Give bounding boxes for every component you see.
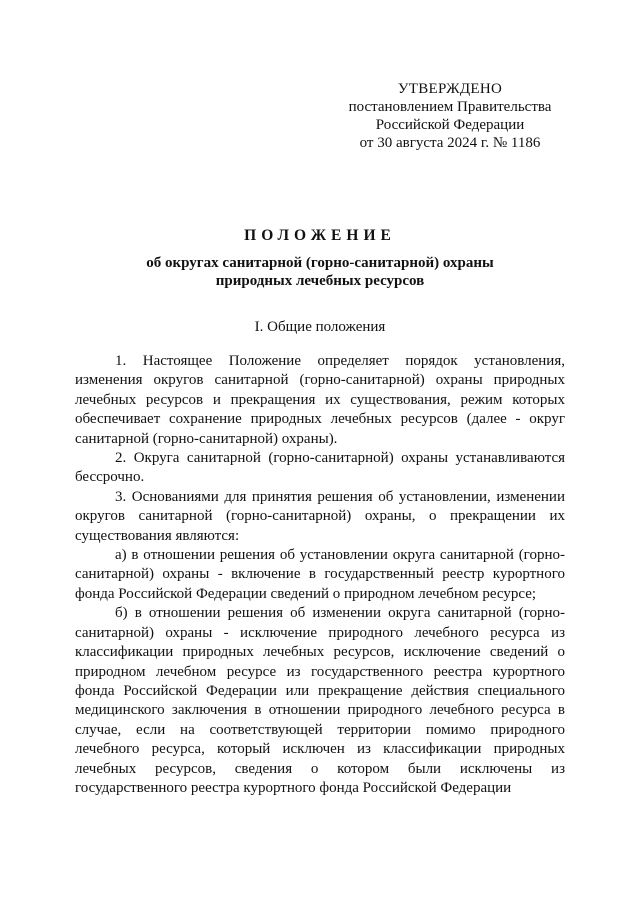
paragraph: а) в отношении решения об установлении округа санитарной (горно-санитарной) охраны - включение в государственный реестр курортного фонда Российской Федерации сведений о природном лечебном ресурсе; — [75, 547, 565, 602]
subtitle-line: об округах санитарной (горно-санитарной) охраны — [146, 255, 494, 271]
paragraph: 1. Настоящее Положение определяет порядок установления, изменения округов санитарной (горно-санитарной) охраны природных лечебных ресурсов и прекращения их существования, режим которых обеспечивает сохранение природных лечебных ресурсов (далее - округ санитарной (горно-санитарной) охраны). — [75, 353, 565, 447]
approval-line: от 30 августа 2024 г. № 1186 — [359, 135, 541, 151]
approval-heading: УТВЕРЖДЕНО — [397, 81, 503, 97]
document-title: ПОЛОЖЕНИЕ — [244, 227, 396, 244]
paragraph: 3. Основаниями для принятия решения об установлении, изменении округов санитарной (горно-санитарной) охраны, о прекращении их существования являются: — [75, 488, 565, 544]
document-body — [75, 352, 565, 798]
approval-line: Российской Федерации — [375, 117, 525, 133]
document-subtitle — [75, 254, 565, 290]
paragraph: б) в отношении решения об изменении округа санитарной (горно-санитарной) охраны - исключение природного лечебного ресурса из классификации природных лечебных ресурсов, исключение сведений о природном лечебном ресурсе из государственного реестра курортного фонда Российской Федерации или прекращение действия специального медицинского заключения в отношении природного лечебного ресурса в случае, если на соответствующей территории помимо природного лечебного ресурса, который исключен из классификации природных лечебных ресурсов, сведения о котором были исключены из государственного реестра курортного фонда Российской Федерации — [75, 605, 565, 796]
approval-stamp — [340, 80, 560, 152]
approval-line: постановлением Правительства — [348, 99, 552, 115]
subtitle-line: природных лечебных ресурсов — [215, 273, 425, 289]
paragraph: 2. Округа санитарной (горно-санитарной) охраны устанавливаются бессрочно. — [75, 450, 565, 486]
document-title-block — [75, 226, 565, 290]
section-heading: I. Общие положения — [254, 319, 386, 335]
